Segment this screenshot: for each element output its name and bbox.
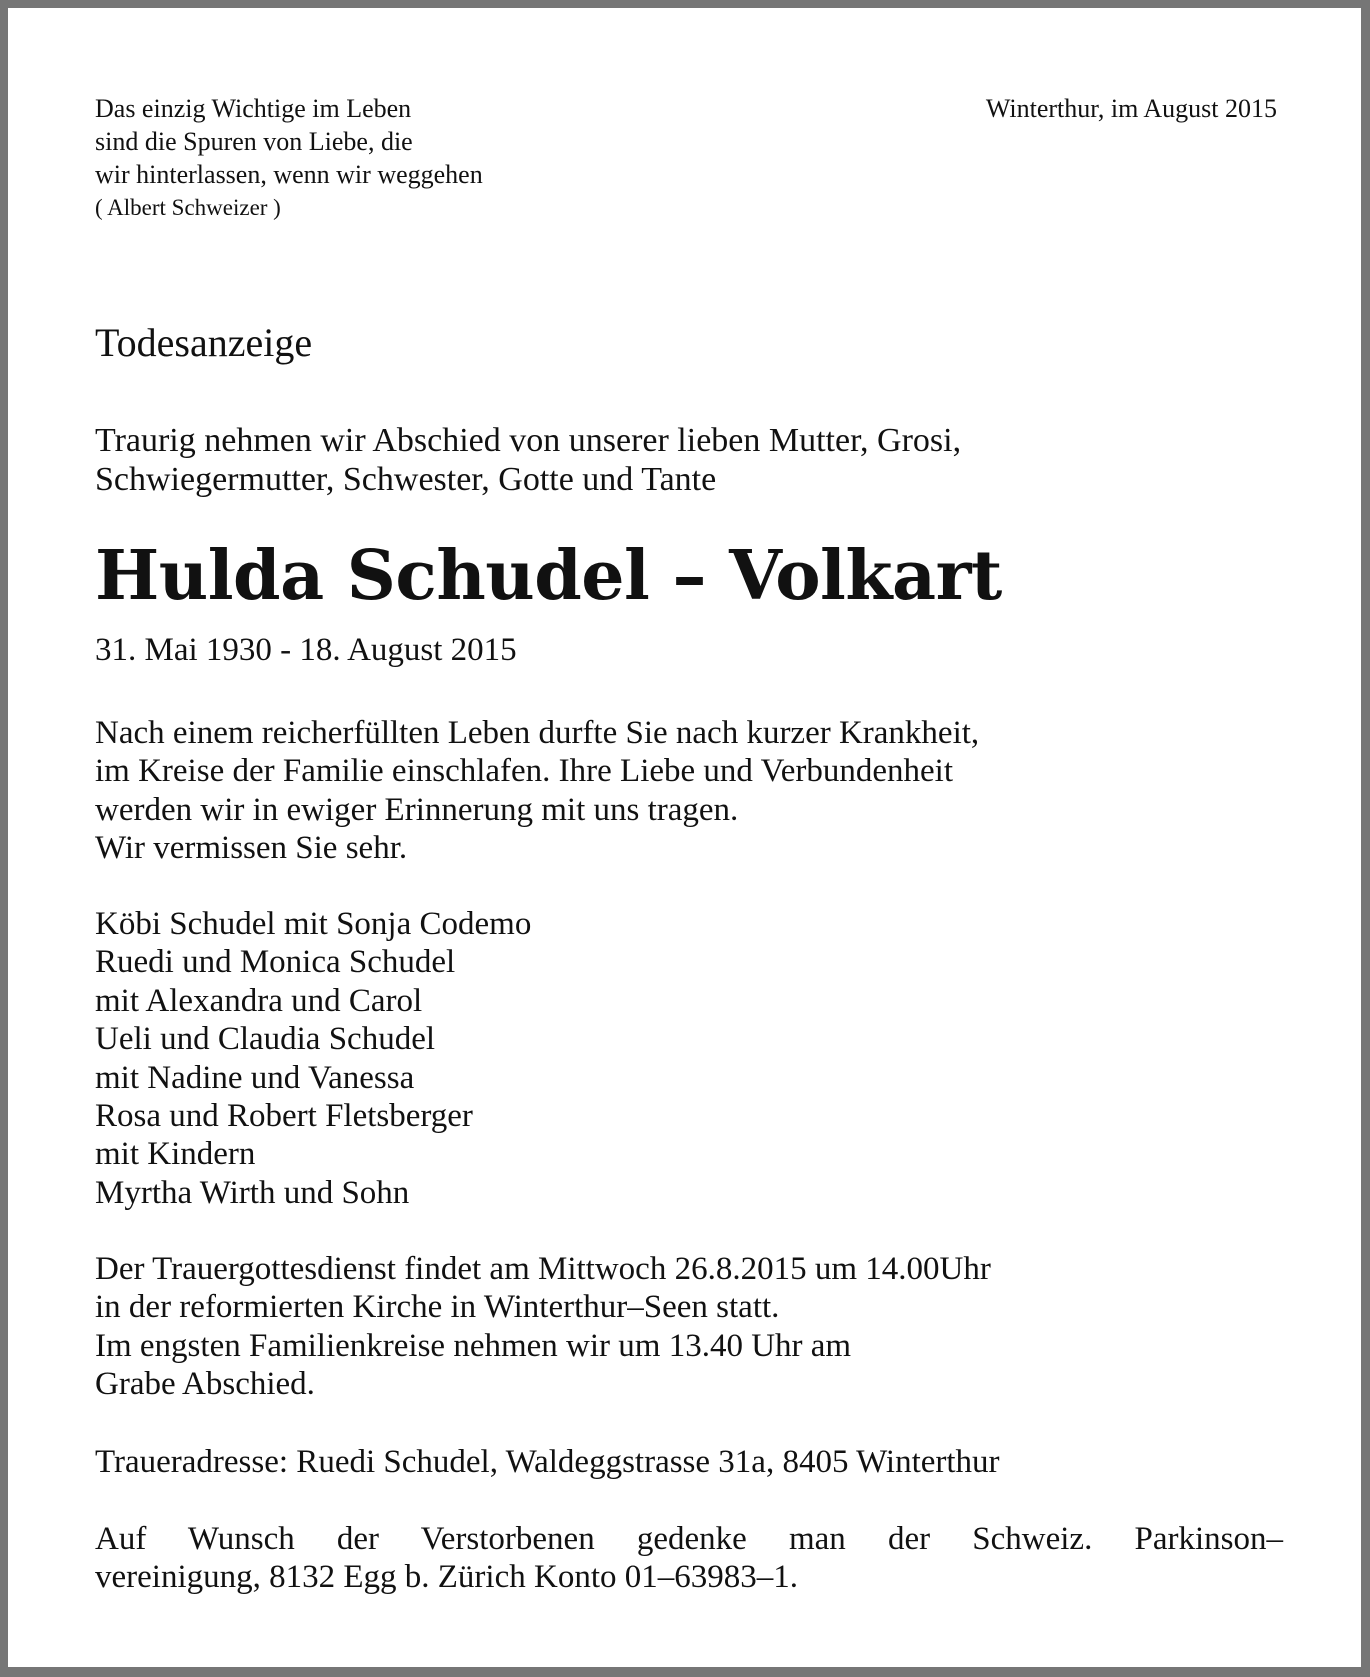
service-line: Grabe Abschied. (95, 1366, 315, 1403)
family-member: Ueli und Claudia Schudel (95, 1021, 436, 1058)
donation-note (95, 1520, 1283, 1597)
mourning-address: Traueradresse: Ruedi Schudel, Waldeggstrasse 31a, 8405 Winterthur (95, 1444, 1000, 1480)
service-details (95, 1250, 991, 1404)
service-line: Der Trauergottesdienst findet am Mittwoch 26.8.2015 um 14.00Uhr (95, 1251, 991, 1287)
place-date: Winterthur, im August 2015 (985, 94, 1277, 123)
donation-line: vereinigung, 8132 Egg b. Zürich Konto 01–63983–1. (95, 1559, 798, 1596)
message-paragraph (95, 714, 979, 868)
deceased-name: Hulda Schudel – Volkart (95, 536, 1002, 616)
epigraph-quote (95, 92, 483, 224)
family-member: Rosa und Robert Fletsberger (95, 1098, 473, 1135)
message-line: im Kreise der Familie einschlafen. Ihre Liebe und Verbundenheit (95, 753, 954, 790)
quote-author: ( Albert Schweizer ) (95, 195, 281, 220)
family-member: mit Nadine und Vanessa (95, 1059, 415, 1096)
obituary-page (8, 8, 1361, 1667)
intro-text (95, 422, 961, 499)
donation-line: Auf Wunsch der Verstorbenen gedenke man der Schweiz. Parkinson– (95, 1521, 1283, 1557)
message-line: Wir vermissen Sie sehr. (95, 830, 408, 867)
quote-line: Das einzig Wichtige im Leben (95, 94, 412, 123)
notice-heading: Todesanzeige (95, 320, 313, 365)
lifespan-dates: 31. Mai 1930 - 18. August 2015 (95, 632, 517, 668)
service-line: Im engsten Familienkreise nehmen wir um 13.40 Uhr am (95, 1327, 852, 1364)
family-member: mit Alexandra und Carol (95, 982, 423, 1019)
intro-line: Traurig nehmen wir Abschied von unserer lieben Mutter, Grosi, (95, 422, 962, 459)
message-line: Nach einem reicherfüllten Leben durfte Sie nach kurzer Krankheit, (95, 715, 980, 751)
family-member: Myrtha Wirth und Sohn (95, 1174, 410, 1211)
service-line: in der reformierten Kirche in Winterthur–Seen statt. (95, 1289, 780, 1326)
family-member: Ruedi und Monica Schudel (95, 944, 456, 981)
intro-line: Schwiegermutter, Schwester, Gotte und Tante (95, 460, 717, 498)
family-member: mit Kindern (95, 1136, 256, 1173)
family-list (95, 905, 531, 1212)
message-line: werden wir in ewiger Erinnerung mit uns tragen. (95, 791, 739, 828)
quote-line: wir hinterlassen, wenn wir weggehen (95, 160, 483, 189)
quote-line: sind die Spuren von Liebe, die (95, 127, 413, 156)
family-member: Köbi Schudel mit Sonja Codemo (95, 906, 532, 942)
